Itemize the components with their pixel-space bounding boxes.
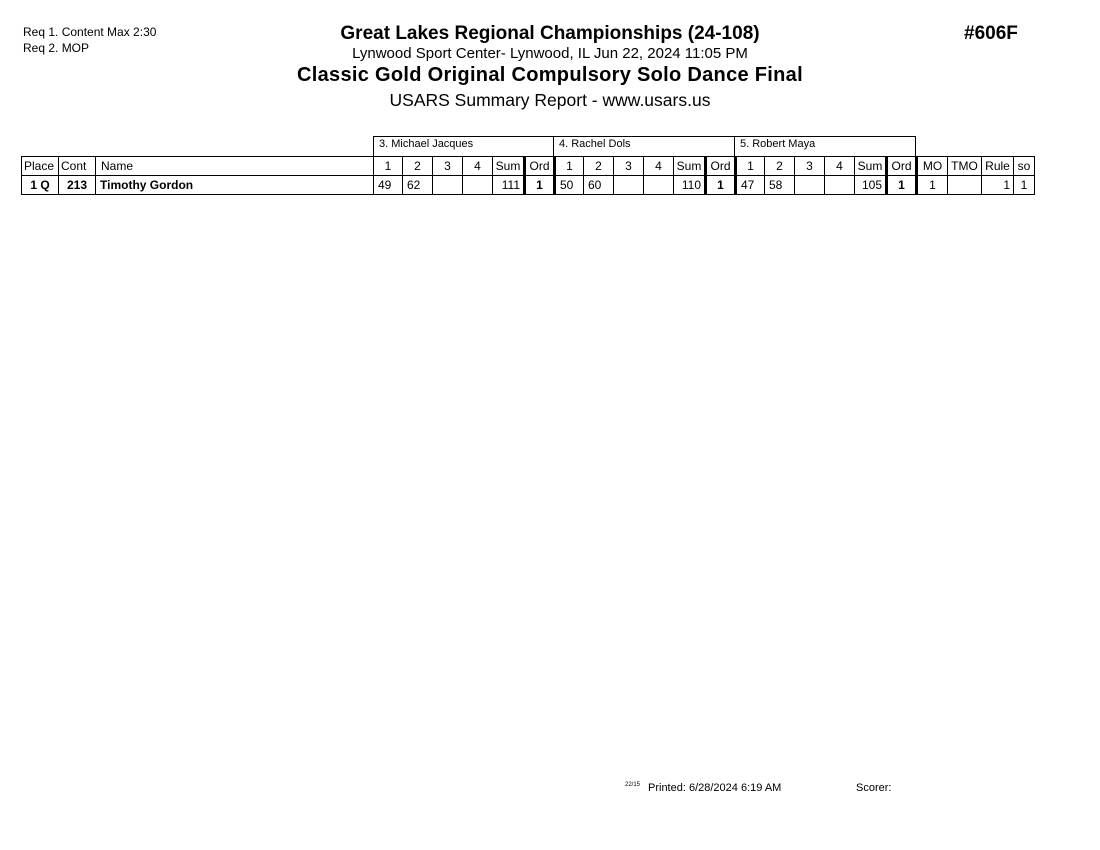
row-cont: 213 [59,176,96,195]
col-j3-1: 1 [736,157,765,176]
col-name: Name [96,157,374,176]
j2-ord: 1 [706,176,736,195]
j1-score-3 [433,176,463,195]
j2-sum: 110 [674,176,706,195]
event-number: #606F [964,23,1018,44]
col-j1-sum: Sum [493,157,525,176]
j3-score-4 [825,176,855,195]
j1-score-1: 49 [374,176,403,195]
row-rule: 1 [982,176,1014,195]
col-so: so [1014,157,1035,176]
j3-score-3 [795,176,825,195]
table-header-row [22,157,1035,176]
requirement-1: Req 1. Content Max 2:30 [23,25,157,39]
col-place: Place [22,157,59,176]
judge-header-2: 4. Rachel Dols [553,136,735,156]
row-so: 1 [1014,176,1035,195]
j2-score-1: 50 [555,176,584,195]
venue-line: Lynwood Sport Center- Lynwood, IL Jun 22, 2024 11:05 PM [352,45,748,62]
col-j1-2: 2 [403,157,433,176]
row-mo: 1 [917,176,948,195]
report-title: USARS Summary Report - www.usars.us [389,90,711,110]
col-j1-4: 4 [463,157,493,176]
row-tmo [948,176,982,195]
col-j3-sum: Sum [855,157,887,176]
j1-sum: 111 [493,176,525,195]
col-j2-1: 1 [555,157,584,176]
col-j1-3: 3 [433,157,463,176]
row-name: Timothy Gordon [96,176,374,195]
j1-ord: 1 [525,176,555,195]
judge-header-3: 5. Robert Maya [734,136,916,156]
j3-ord: 1 [887,176,917,195]
row-place: 1 Q [22,176,59,195]
requirement-2: Req 2. MOP [23,41,90,55]
judge-header-1: 3. Michael Jacques [373,136,554,156]
col-j3-4: 4 [825,157,855,176]
col-j2-2: 2 [584,157,614,176]
col-j2-4: 4 [644,157,674,176]
col-j2-3: 3 [614,157,644,176]
col-j1-1: 1 [374,157,403,176]
col-cont: Cont [59,157,96,176]
col-mo: MO [917,157,948,176]
col-j3-ord: Ord [887,157,917,176]
col-j1-ord: Ord [525,157,555,176]
printed-timestamp: Printed: 6/28/2024 6:19 AM [648,782,782,794]
table-row [22,176,1035,195]
j3-sum: 105 [855,176,887,195]
col-j2-ord: Ord [706,157,736,176]
j2-score-3 [614,176,644,195]
col-j2-sum: Sum [674,157,706,176]
footer-mark: 22/15 [625,782,641,788]
championship-title: Great Lakes Regional Championships (24-108) [340,23,760,44]
j3-score-2: 58 [765,176,795,195]
j3-score-1: 47 [736,176,765,195]
j2-score-4 [644,176,674,195]
j2-score-2: 60 [584,176,614,195]
j1-score-4 [463,176,493,195]
col-tmo: TMO [948,157,982,176]
j1-score-2: 62 [403,176,433,195]
event-title: Classic Gold Original Compulsory Solo Dance Final [297,64,803,86]
results-table [21,156,1035,195]
col-j3-3: 3 [795,157,825,176]
col-j3-2: 2 [765,157,795,176]
scorer-label: Scorer: [856,782,892,794]
col-rule: Rule [982,157,1014,176]
